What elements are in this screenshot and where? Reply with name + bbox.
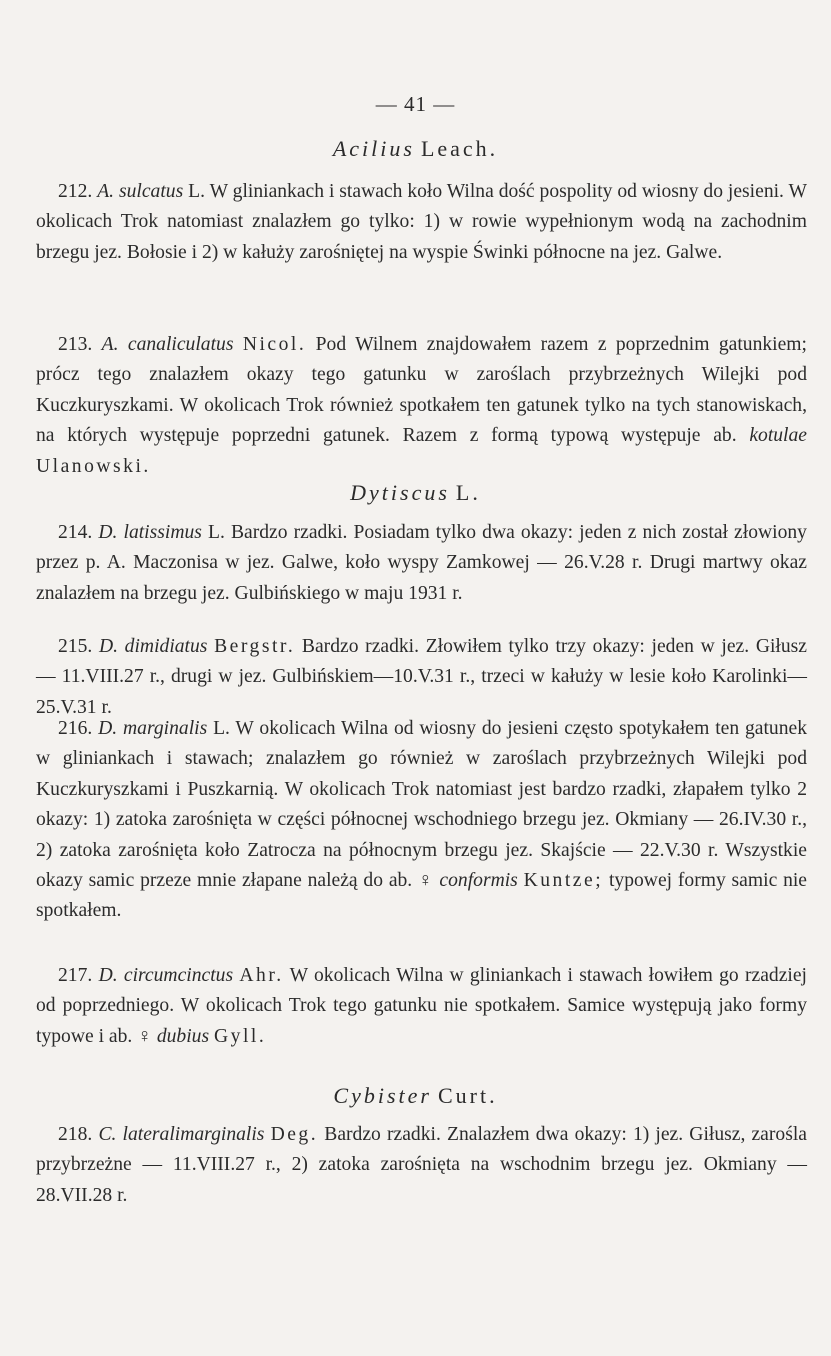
entry-text: Pod Wilnem znajdowałem razem z poprzednim gatunkiem; prócz tego znalazłem okazy tego gatunku w zaroślach przybrzeżnych Wilejki pod Kuczkuryszkami. W okolicach Trok również spotkałem ten gatunek tylko na tych stanowiskach, na których występuje poprzedni gatunek. Razem z formą typową występuje ab. bbox=[36, 334, 807, 447]
species-entry bbox=[36, 714, 807, 927]
species-name: D. marginalis bbox=[98, 718, 208, 739]
species-name: C. lateralimarginalis bbox=[98, 1124, 265, 1145]
species-name: D. latissimus bbox=[98, 522, 202, 543]
species-entry bbox=[36, 330, 807, 482]
species-entry bbox=[36, 518, 807, 609]
genus-heading bbox=[0, 480, 831, 506]
entry-number: 218. bbox=[58, 1124, 93, 1145]
species-name: D. dimidiatus bbox=[98, 636, 208, 657]
species-author: Nicol. bbox=[242, 334, 307, 355]
species-author: Deg. bbox=[270, 1124, 319, 1145]
genus-author: L. bbox=[455, 480, 481, 505]
entry-number: 215. bbox=[58, 636, 93, 657]
species-entry bbox=[36, 177, 807, 268]
genus-author: Curt. bbox=[437, 1083, 498, 1108]
entry-text: W okolicach Wilna w gliniankach i stawach łowiłem go rzadziej od poprzedniego. W okolicach Trok tego gatunku nie spotkałem. Samice występują jako formy typowe i ab. ♀ bbox=[36, 965, 807, 1047]
species-author: Bergstr. bbox=[214, 636, 296, 657]
entry-text-tail: typowej formy samic nie spotkałem. bbox=[36, 870, 808, 922]
entry-text: Bardzo rzadki. Złowiłem tylko trzy okazy: jeden w jez. Giłusz — 11.VIII.27 r., drugi w jez. Gulbińskiem—10.V.31 r., trzeci w kałuży w lesie koło Karolinki—25.V.31 r. bbox=[36, 636, 807, 718]
species-entry bbox=[36, 1120, 807, 1211]
species-author: L. bbox=[207, 522, 225, 543]
species-name: D. circumcinctus bbox=[98, 965, 234, 986]
entry-text: Bardzo rzadki. Znalazłem dwa okazy: 1) jez. Giłusz, zarośla przybrzeżne — 11.VIII.27 r., 2) zatoka zarośnięta na wschodnim brzegu jez. Okmiany — 28.VII.28 r. bbox=[36, 1124, 807, 1206]
aberration-name: dubius bbox=[156, 1025, 210, 1047]
species-author: L. bbox=[188, 181, 206, 202]
entry-number: 214. bbox=[58, 522, 93, 543]
species-entry bbox=[36, 961, 807, 1052]
species-name: A. canaliculatus bbox=[101, 334, 234, 355]
aberration-author: Ulanowski. bbox=[36, 455, 151, 477]
aberration-name: kotulae bbox=[749, 425, 807, 447]
genus-heading bbox=[0, 136, 831, 162]
genus-name: Cybister bbox=[333, 1083, 432, 1108]
entry-text: W okolicach Wilna od wiosny do jesieni często spotykałem ten gatunek w gliniankach i stawach; znalazłem go również w zaroślach przybrzeżnych Wilejki pod Kuczkuryszkami i Puszkarnią. W okolicach Trok natomiast jest bardzo rzadki, złapałem tylko 2 okazy: 1) zatoka zarośnięta w części północnej wschodniego brzegu jez. Okmiany — 26.IV.30 r., 2) zatoka zarośnięta koło Zatrocza na północnym brzegu jez. Skajście — 22.V.30 r. Wszystkie okazy samic przeze mnie złapane należą do ab. ♀ bbox=[36, 718, 807, 892]
entry-number: 217. bbox=[58, 965, 93, 986]
species-author: Ahr. bbox=[239, 965, 284, 986]
species-author: L. bbox=[213, 718, 230, 739]
genus-heading bbox=[0, 1083, 831, 1109]
entry-text: W gliniankach i stawach koło Wilna dość pospolity od wiosny do jesieni. W okolicach Trok natomiast znalazłem go tylko: 1) w rowie wypełnionym wodą na zachodnim brzegu jez. Bołosie i 2) w kałuży zarośniętej na wyspie Świnki północne na jez. Galwe. bbox=[36, 181, 808, 263]
entry-number: 213. bbox=[58, 334, 93, 355]
page-number: — 41 — bbox=[375, 92, 456, 116]
species-name: A. sulcatus bbox=[97, 181, 184, 202]
genus-name: Dytiscus bbox=[350, 480, 450, 505]
species-entry bbox=[36, 632, 807, 723]
aberration-author: Gyll. bbox=[214, 1025, 267, 1047]
genus-name: Acilius bbox=[332, 136, 415, 161]
aberration-name: conformis bbox=[439, 870, 518, 892]
entry-text: Bardzo rzadki. Posiadam tylko dwa okazy: jeden z nich został złowiony przez p. A. Maczonisa w jez. Galwe, koło wyspy Zamkowej — 26.V.28 r. Drugi martwy okaz znalazłem na brzegu jez. Gulbińskiego w maju 1931 r. bbox=[36, 522, 807, 604]
entry-number: 216. bbox=[58, 718, 93, 739]
entry-number: 212. bbox=[58, 181, 93, 202]
aberration-author: Kuntze; bbox=[523, 870, 604, 892]
genus-author: Leach. bbox=[420, 136, 499, 161]
